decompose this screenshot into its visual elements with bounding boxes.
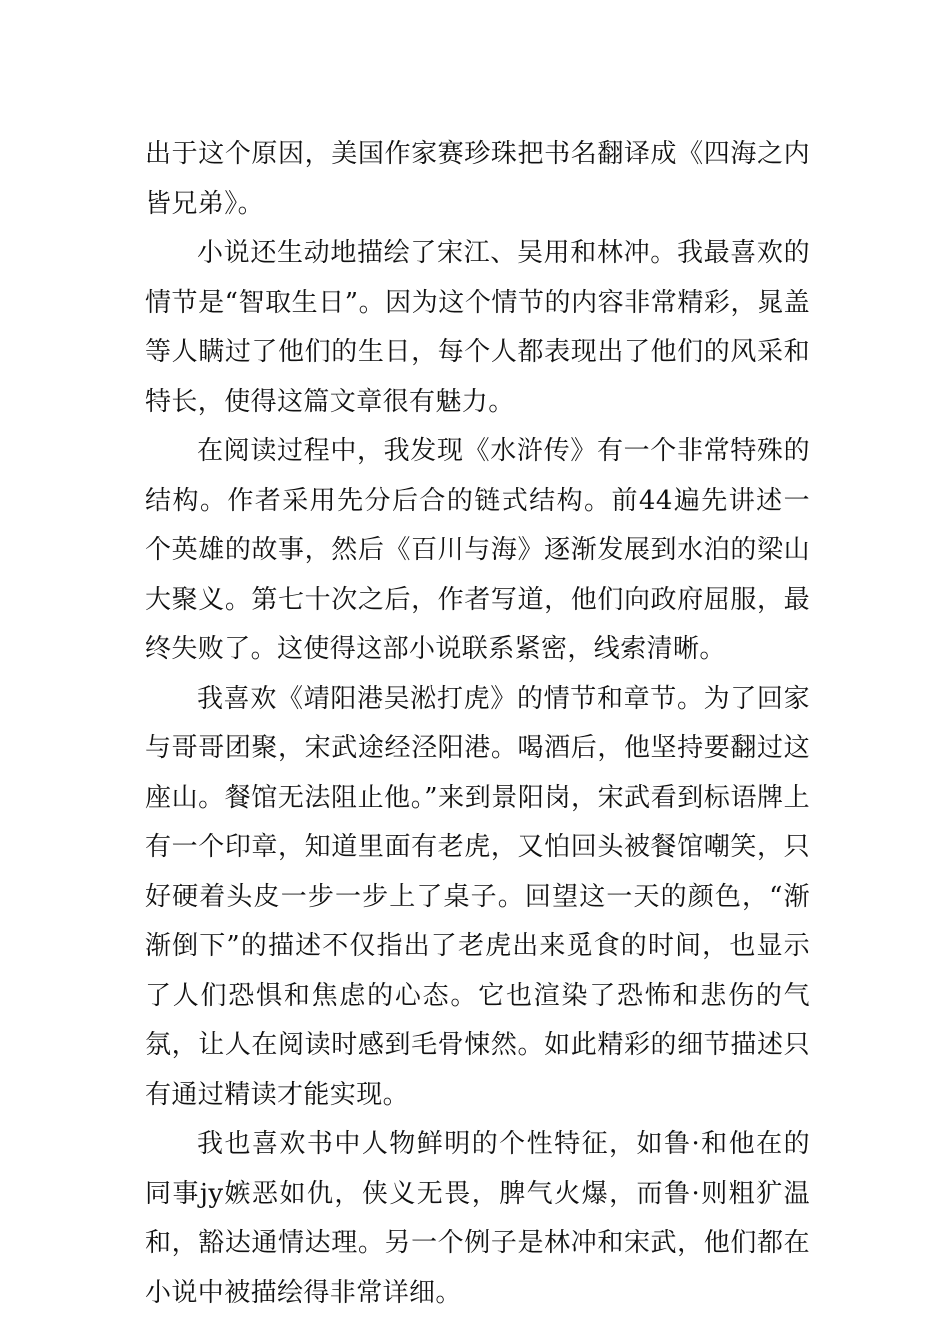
paragraph-1: 出于这个原因，美国作家赛珍珠把书名翻译成《四海之内皆兄弟》。 [145,139,810,219]
document-body [145,130,810,1318]
paragraph-2: 小说还生动地描绘了宋江、吴用和林冲。我最喜欢的情节是“智取生日”。因为这个情节的内容非常精彩，晁盖等人瞒过了他们的生日，每个人都表现出了他们的风采和特长，使得这篇文章很有魅力。 [145,238,810,417]
paragraph-3: 在阅读过程中，我发现《水浒传》有一个非常特殊的结构。作者采用先分后合的链式结构。前44遍先讲述一个英雄的故事，然后《百川与海》逐渐发展到水泊的梁山大聚义。第七十次之后，作者写道，他们向政府屈服，最终失败了。这使得这部小说联系紧密，线索清晰。 [145,436,810,664]
paragraph-4: 我喜欢《靖阳港吴淞打虎》的情节和章节。为了回家与哥哥团聚，宋武途经泾阳港。喝酒后，他坚持要翻过这座山。餐馆无法阻止他。”来到景阳岗，宋武看到标语牌上有一个印章，知道里面有老虎，又怕回头被餐馆嘲笑，只好硬着头皮一步一步上了桌子。回望这一天的颜色，“渐渐倒下”的描述不仅指出了老虎出来觅食的时间，也显示了人们恐惧和焦虑的心态。它也渲染了恐怖和悲伤的气氛，让人在阅读时感到毛骨悚然。如此精彩的细节描述只有通过精读才能实现。 [145,683,810,1110]
paragraph-5: 我也喜欢书中人物鲜明的个性特征，如鲁·和他在的同事jy嫉恶如仇，侠义无畏，脾气火爆，而鲁·则粗犷温和，豁达通情达理。另一个例子是林冲和宋武，他们都在小说中被描绘得非常详细。 [145,1129,810,1308]
